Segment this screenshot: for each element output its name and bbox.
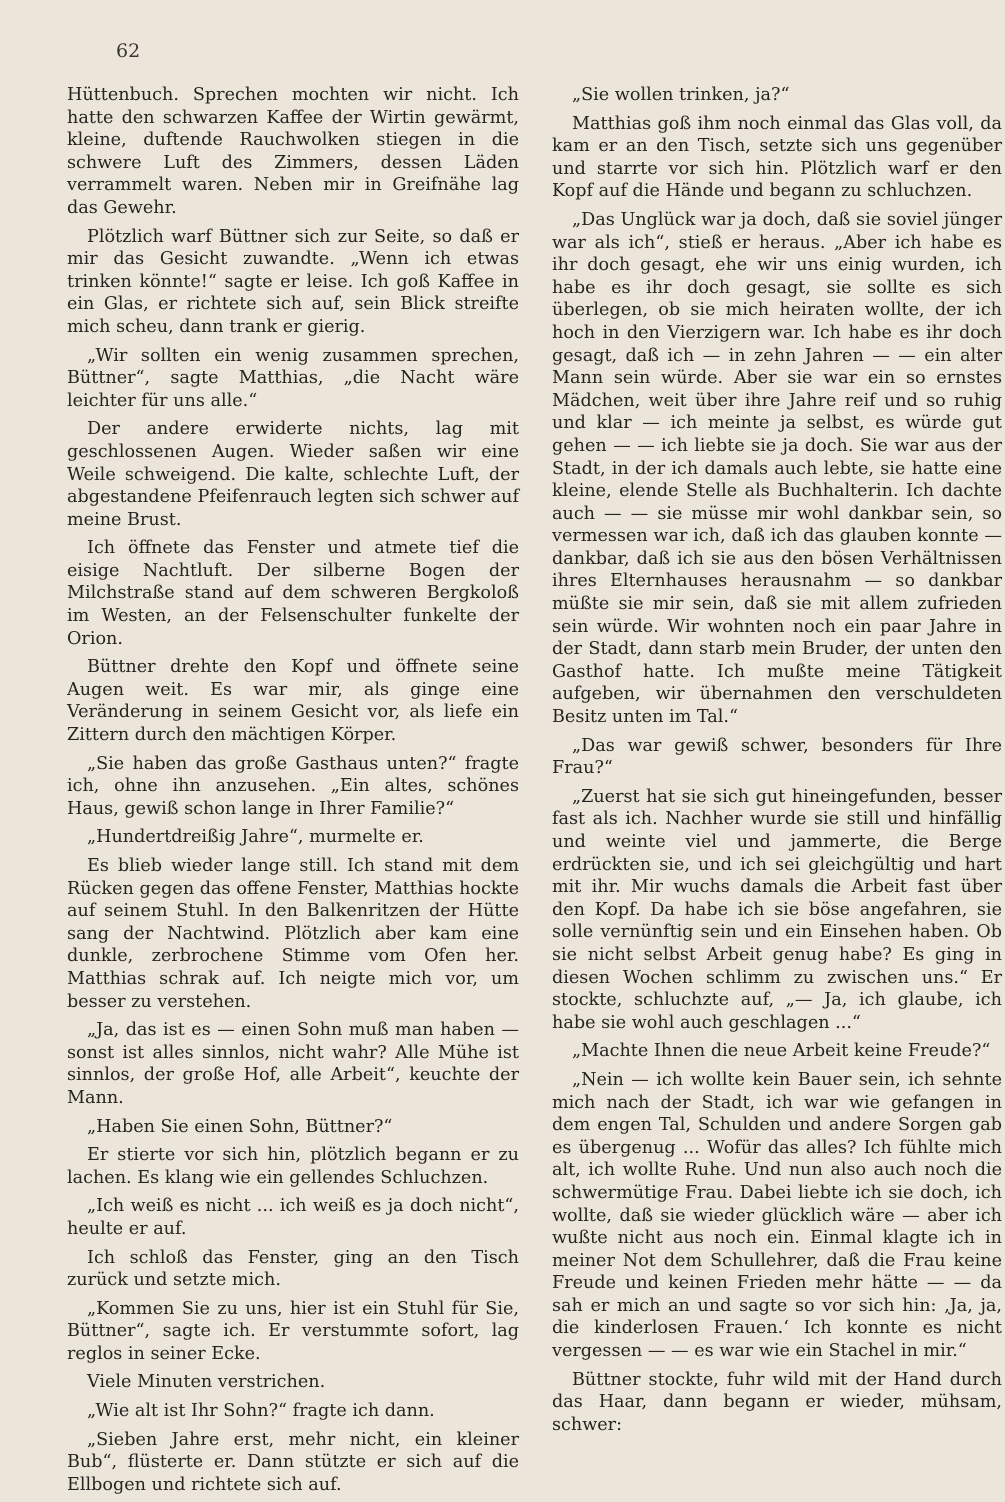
page-number: 62 xyxy=(116,40,141,62)
paragraph: „Ich weiß es nicht ... ich weiß es ja doch nicht“, heulte er auf. xyxy=(67,1196,519,1239)
paragraph: Er stierte vor sich hin, plötzlich begann er zu lachen. Es klang wie ein gellendes Schluchzen. xyxy=(67,1145,519,1188)
paragraph: Büttner stockte, fuhr wild mit der Hand durch das Haar, dann begann er wieder, mühsam, schwer: xyxy=(552,1369,1002,1435)
paragraph: Ich öffnete das Fenster und atmete tief die eisige Nachtluft. Der silberne Bogen der Milchstraße stand auf dem schweren Bergkoloß im Westen, an der Felsenschulter funkelte der Orion. xyxy=(67,538,519,649)
left-column xyxy=(67,84,519,1502)
paragraph: Viele Minuten verstrichen. xyxy=(87,1372,326,1393)
right-column xyxy=(552,84,1002,1442)
paragraph: „Sieben Jahre erst, mehr nicht, ein kleiner Bub“, flüsterte er. Dann stützte er sich auf die Ellbogen und richtete sich auf. xyxy=(67,1429,519,1495)
paragraph: „Haben Sie einen Sohn, Büttner?“ xyxy=(87,1116,393,1137)
paragraph: Plötzlich warf Büttner sich zur Seite, so daß er mir das Gesicht zuwandte. „Wenn ich etwas trinken könnte!“ sagte er leise. Ich goß Kaffee in ein Glas, er richtete sich auf, sein Blick streifte mich scheu, dann trank er gierig. xyxy=(67,226,519,337)
paragraph: „Ja, das ist es — einen Sohn muß man haben — sonst ist alles sinnlos, nicht wahr? Alle Mühe ist sinnlos, der große Hof, alle Arbeit“, keuchte der Mann. xyxy=(67,1020,519,1108)
paragraph: Matthias goß ihm noch einmal das Glas voll, da kam er an den Tisch, setzte sich uns gegenüber und starrte vor sich hin. Plötzlich warf er den Kopf auf die Hände und begann zu schluchzen. xyxy=(552,113,1002,202)
paragraph: Büttner drehte den Kopf und öffnete seine Augen weit. Es war mir, als ginge eine Veränderung in seinem Gesicht vor, als liefe ein Zittern durch den mächtigen Körper. xyxy=(67,657,519,746)
paragraph: „Zuerst hat sie sich gut hineingefunden, besser fast als ich. Nachher wurde sie still und hinfällig und weinte viel und jammerte, die Berge erdrückten sie, und ich sei gleichgültig und hart mit ihr. Mir wuchs damals die Arbeit fast über den Kopf. Da habe ich sie böse angefahren, sie solle vernünftig sein und ein Einsehen haben. Ob sie nicht selbst Arbeit genug habe? Es ging in diesen Wochen schlimm zu zwischen uns.“ Er stockte, schluchzte auf, „— Ja, ich glaube, ich habe sie wohl auch geschlagen ...“ xyxy=(552,786,1002,1033)
paragraph: „Das war gewiß schwer, besonders für Ihre Frau?“ xyxy=(552,735,1002,779)
paragraph: Der andere erwiderte nichts, lag mit geschlossenen Augen. Wieder saßen wir eine Weile schweigend. Die kalte, schlechte Luft, der abgestandene Pfeifenrauch legten sich schwer auf meine Brust. xyxy=(67,419,519,530)
paragraph: „Wie alt ist Ihr Sohn?“ fragte ich dann. xyxy=(87,1401,435,1422)
paragraph: „Sie haben das große Gasthaus unten?“ fragte ich, ohne ihn anzusehen. „Ein altes, schönes Haus, gewiß schon lange in Ihrer Familie?“ xyxy=(67,753,519,819)
paragraph: Ich schloß das Fenster, ging an den Tisch zurück und setzte mich. xyxy=(67,1247,519,1291)
paragraph: „Kommen Sie zu uns, hier ist ein Stuhl für Sie, Büttner“, sagte ich. Er verstummte sofort, lag reglos in seiner Ecke. xyxy=(67,1298,519,1364)
paragraph: „Das Unglück war ja doch, daß sie soviel jünger war als ich“, stieß er heraus. „Aber ich habe es ihr doch gesagt, ehe wir uns einig wurden, ich habe es ihr doch gesagt, sie sollte es sich überlegen, ob sie mich heiraten wollte, der ich hoch in den Vierzigern war. Ich habe es ihr doch gesagt, daß ich — in zehn Jahren — — ein alter Mann sein würde. Aber sie war ein so ernstes Mädchen, weit über ihre Jahre reif und so ruhig und klar — ich meinte ja selbst, es würde gut gehen — — ich liebte sie ja doch. Sie war aus der Stadt, in der ich damals auch lebte, sie hatte eine kleine, elende Stelle als Buchhalterin. Ich dachte auch — — sie müsse mir wohl dankbar sein, so vermessen war ich, daß ich das glauben konnte — dankbar, daß ich sie aus den bösen Verhältnissen ihres Elternhauses herausnahm — so dankbar müßte sie mir sein, daß sie mit allem zufrieden sein würde. Wir wohnten noch ein paar Jahre in der Stadt, dann starb mein Bruder, der unten den Gasthof hatte. Ich mußte meine Tätigkeit aufgeben, wir übernahmen den verschuldeten Besitz unten im Tal.“ xyxy=(552,209,1002,728)
paragraph: „Sie wollen trinken, ja?“ xyxy=(572,85,790,105)
paragraph: Es blieb wieder lange still. Ich stand mit dem Rücken gegen das offene Fenster, Matthias hockte auf seinem Stuhl. In den Balkenritzen der Hütte sang der Nachtwind. Plötzlich aber kam eine dunkle, zerbrochene Stimme vom Ofen her. Matthias schrak auf. Ich neigte mich vor, um besser zu verstehen. xyxy=(67,856,519,1012)
paragraph: „Hundertdreißig Jahre“, murmelte er. xyxy=(87,827,424,848)
paragraph: „Nein — ich wollte kein Bauer sein, ich sehnte mich nach der Stadt, ich war wie gefangen in dem engen Tal, Schulden und andere Sorgen gab es übergenug ... Wofür das alles? Ich fühlte mich alt, ich wollte Ruhe. Und nun also auch noch die schwermütige Frau. Dabei liebte ich sie doch, ich wollte, daß sie wieder glücklich wäre — aber ich wußte nicht aus noch ein. Einmal klagte ich in meiner Not dem Schullehrer, daß die Frau keine Freude und keinen Frieden mehr hätte — — da sah er mich an und sagte so vor sich hin: ‚Ja, ja, die kinderlosen Frauen.‘ Ich konnte es nicht vergessen — — es war wie ein Stachel in mir.“ xyxy=(552,1069,1002,1362)
paragraph: „Machte Ihnen die neue Arbeit keine Freude?“ xyxy=(572,1041,991,1062)
paragraph: Hüttenbuch. Sprechen mochten wir nicht. Ich hatte den schwarzen Kaffee der Wirtin gewärmt, kleine, duftende Rauchwolken stiegen in die schwere Luft des Zimmers, dessen Läden verrammelt waren. Neben mir in Greifnähe lag das Gewehr. xyxy=(67,85,519,218)
paragraph: „Wir sollten ein wenig zusammen sprechen, Büttner“, sagte Matthias, „die Nacht wäre leichter für uns alle.“ xyxy=(67,345,519,411)
